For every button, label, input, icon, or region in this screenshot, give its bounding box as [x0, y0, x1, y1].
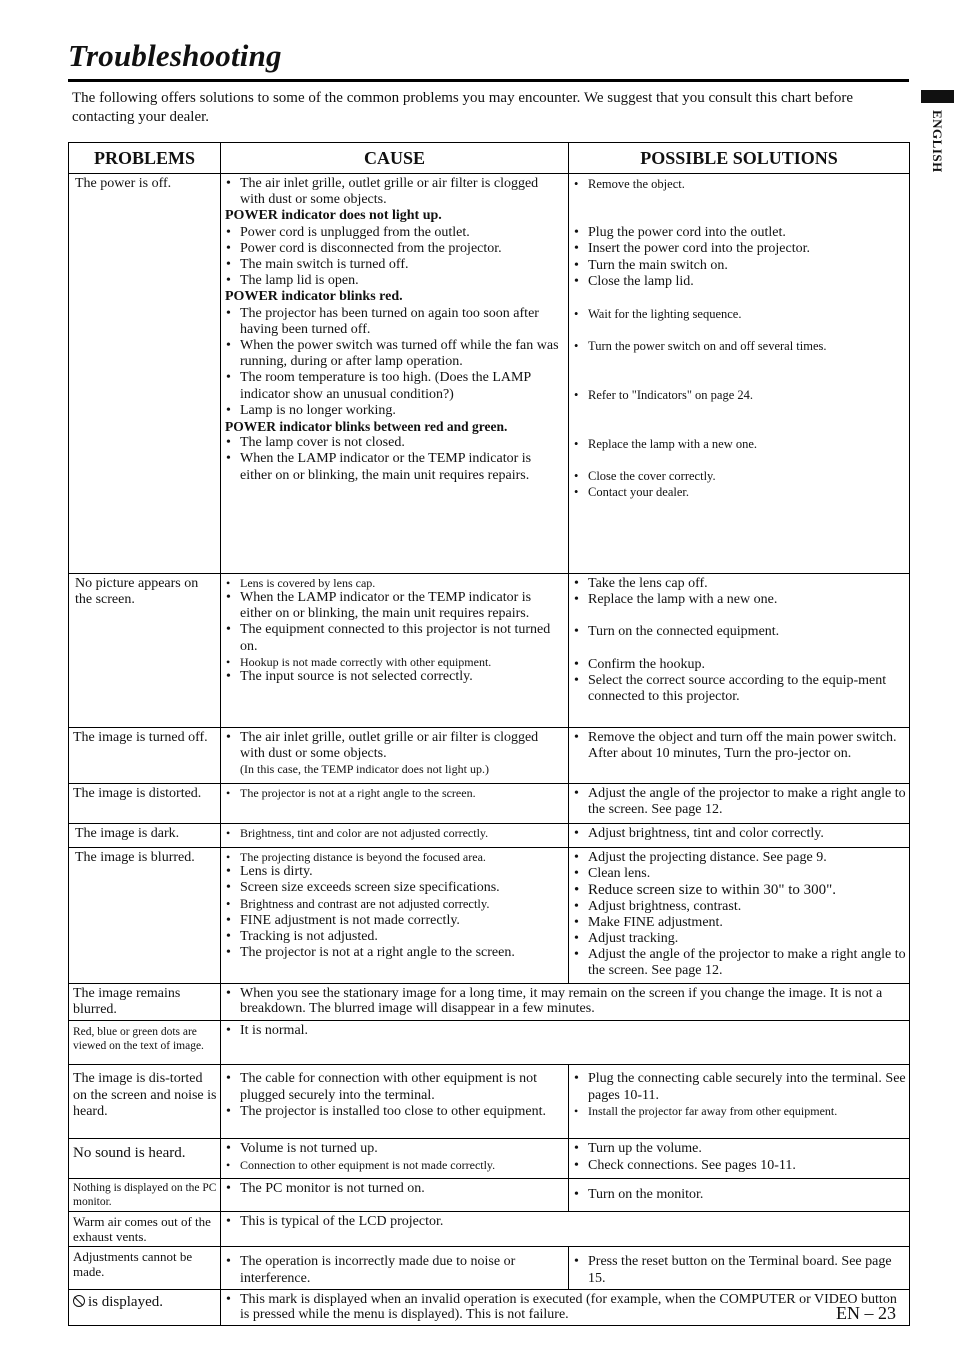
list-item: • FINE adjustment is not made correctly. [225, 913, 565, 929]
list-item: • The projector is not at a right angle to the screen. [225, 786, 565, 800]
list-item: • Take the lens cap off. [573, 576, 906, 592]
list-item: • The projector is not at a right angle to the screen. [225, 945, 565, 961]
list-item: • Lens is covered by lens cap. [225, 576, 565, 590]
list-item: • Replace the lamp with a new one. [573, 436, 906, 452]
list-item: • Adjust the projecting distance. See page 9. [573, 850, 906, 866]
problem-cell [69, 1065, 221, 1139]
list-item: • Press the reset button on the Terminal board. See page 15. [573, 1254, 906, 1286]
problem-cell [69, 1247, 221, 1289]
problem-text: Nothing is displayed on the PC monitor. [73, 1182, 217, 1209]
table-row [69, 1247, 910, 1289]
problem-cell [69, 174, 221, 574]
list-item: • Lamp is no longer working. [225, 403, 565, 419]
subheading: POWER indicator does not light up. [225, 208, 442, 224]
list-item: • Connection to other equipment is not made correctly. [225, 1158, 565, 1172]
list-item: • Adjust the angle of the projector to make a right angle to the screen. See page 12. [573, 947, 906, 979]
solution-cell [569, 824, 910, 848]
language-tab-bar [921, 90, 954, 103]
list-item: • The lamp cover is not closed. [225, 435, 565, 451]
subheading: POWER indicator blinks red. [225, 289, 403, 305]
list-item: • Adjust tracking. [573, 931, 906, 947]
note-cell [221, 1212, 910, 1247]
cause-cell [221, 1139, 569, 1179]
list-item: • Turn on the monitor. [573, 1187, 906, 1203]
list-item: • Hookup is not made correctly with other equipment. [225, 655, 565, 669]
cause-cell [221, 174, 569, 574]
list-item: • Adjust the angle of the projector to make a right angle to the screen. See page 12. [573, 786, 906, 818]
header-solutions: POSSIBLE SOLUTIONS [569, 143, 910, 174]
cause-cell [221, 1247, 569, 1289]
list-item: • The lamp lid is open. [225, 273, 565, 289]
list-item: • Close the cover correctly. [573, 468, 906, 484]
solution-cell [569, 1247, 910, 1289]
list-item: • The PC monitor is not turned on. [225, 1181, 565, 1197]
page-title: Troubleshooting [68, 38, 282, 73]
list-item: • Brightness and contrast are not adjusted correctly. [225, 896, 565, 912]
problem-cell [69, 1139, 221, 1179]
problem-text: Adjustments cannot be made. [73, 1249, 193, 1280]
list-item: • Confirm the hookup. [573, 657, 906, 673]
header-cause: CAUSE [221, 143, 569, 174]
list-item: • Lens is dirty. [225, 864, 565, 880]
problem-text: The image is dis-torted on the screen and noise is heard. [73, 1071, 217, 1119]
language-tab: ENGLISH [930, 110, 945, 173]
problem-text: The image is turned off. [73, 730, 208, 745]
list-item: • Tracking is not adjusted. [225, 929, 565, 945]
problem-cell [69, 984, 221, 1021]
list-item: • Power cord is unplugged from the outlet. [225, 225, 565, 241]
solution-cell [569, 1065, 910, 1139]
list-item: • Check connections. See pages 10-11. [573, 1158, 906, 1174]
prohibited-icon [73, 1295, 85, 1307]
list-item: • Contact your dealer. [573, 484, 906, 500]
table-row [69, 1212, 910, 1247]
list-item: • Brightness, tint and color are not adjusted correctly. [225, 826, 565, 840]
header-problems: PROBLEMS [69, 143, 221, 174]
list-item: • When the LAMP indicator or the TEMP indicator is either on or blinking, the main unit requires repairs. [225, 590, 565, 622]
title-rule [68, 79, 909, 82]
solution-cell [569, 574, 910, 728]
list-item: • Plug the power cord into the outlet. [573, 225, 906, 241]
problem-cell [69, 848, 221, 984]
cause-cell [221, 848, 569, 984]
list-item: • The equipment connected to this projector is not turned on. [225, 622, 565, 654]
problem-cell [69, 728, 221, 784]
list-item: • The main switch is turned off. [225, 257, 565, 273]
table-row [69, 1065, 910, 1139]
list-item: • Make FINE adjustment. [573, 915, 906, 931]
list-item: • Plug the connecting cable securely into the terminal. See pages 10-11. [573, 1071, 906, 1103]
list-item: • Adjust brightness, contrast. [573, 899, 906, 915]
list-item: • Replace the lamp with a new one. [573, 592, 906, 608]
table-row [69, 1021, 910, 1065]
list-item: • Power cord is disconnected from the projector. [225, 241, 565, 257]
cause-cell [221, 1065, 569, 1139]
solution-cell [569, 848, 910, 984]
table-row [69, 848, 910, 984]
solution-cell [569, 174, 910, 574]
list-item: • Turn on the connected equipment. [573, 624, 906, 640]
list-item: • Volume is not turned up. [225, 1141, 565, 1157]
table-row [69, 784, 910, 824]
list-item: • Screen size exceeds screen size specifications. [225, 880, 565, 896]
problem-text: The power is off. [75, 176, 172, 191]
table-row [69, 1289, 910, 1325]
table-row [69, 824, 910, 848]
problem-text: Warm air comes out of the exhaust vents. [73, 1214, 211, 1245]
problem-cell [69, 1289, 221, 1325]
problem-text: No picture appears on the screen. [75, 576, 199, 608]
solution-cell [569, 1139, 910, 1179]
list-item: • The projecting distance is beyond the focused area. [225, 850, 565, 864]
list-item: • Remove the object. [573, 176, 906, 192]
problem-text: The image is dark. [75, 826, 180, 841]
list-item: • The air inlet grille, outlet grille or air filter is clogged with dust or some objects. [225, 176, 565, 208]
list-item: • The cable for connection with other equipment is not plugged securely into the terminal. [225, 1071, 565, 1103]
cause-cell [221, 574, 569, 728]
note-cell [221, 1021, 910, 1065]
list-item: • The input source is not selected correctly. [225, 669, 565, 685]
list-item: • Turn the main switch on. [573, 258, 906, 274]
table-row [69, 728, 910, 784]
list-item: • When the power switch was turned off while the fan was running, during or after lamp operation. [225, 338, 565, 370]
cause-note: (In this case, the TEMP indicator does not light up.) [240, 762, 489, 777]
cause-cell [221, 824, 569, 848]
list-item: • Close the lamp lid. [573, 274, 906, 290]
list-item: • This is typical of the LCD projector. [225, 1214, 906, 1230]
list-item: • When the LAMP indicator or the TEMP indicator is either on or blinking, the main unit requires repairs. [225, 451, 565, 483]
table-row [69, 174, 910, 574]
table-row [69, 574, 910, 728]
table-row [69, 984, 910, 1021]
list-item: • Clean lens. [573, 866, 906, 882]
note-cell [221, 984, 910, 1021]
problem-cell [69, 1212, 221, 1247]
cause-cell [221, 728, 569, 784]
list-item: • Refer to "Indicators" on page 24. [573, 387, 906, 403]
page-number: EN – 23 [836, 1303, 896, 1323]
problem-cell [69, 1179, 221, 1212]
subheading: POWER indicator blinks between red and green. [225, 419, 508, 435]
list-item: • The operation is incorrectly made due to noise or interference. [225, 1254, 565, 1286]
list-item: • Reduce screen size to within 30" to 300". [573, 882, 906, 898]
problem-cell [69, 574, 221, 728]
solution-cell [569, 728, 910, 784]
note-cell [221, 1289, 910, 1325]
list-item: • Remove the object and turn off the main power switch. After about 10 minutes, Turn the pro-jector on. [573, 730, 906, 762]
intro-text: The following offers solutions to some of the common problems you may encounter. We suggest that you consult this chart before contacting your dealer. [72, 90, 854, 125]
solution-cell [569, 784, 910, 824]
list-item: • The projector is installed too close to other equipment. [225, 1104, 565, 1120]
problem-text: is displayed. [88, 1293, 163, 1310]
table-row [69, 1139, 910, 1179]
cause-cell [221, 1179, 569, 1212]
list-item: • When you see the stationary image for a long time, it may remain on the screen if you change the image. It is not a breakdown. The blurred image will disappear in a few minutes. [225, 986, 906, 1016]
list-item: • Select the correct source according to the equip-ment connected to this projector. [573, 673, 906, 705]
list-item: • Turn up the volume. [573, 1141, 906, 1157]
problem-text: The image is distorted. [73, 786, 202, 801]
list-item: • The projector has been turned on again too soon after having been turned off. [225, 306, 565, 338]
table-header-row [69, 143, 910, 174]
list-item: • Wait for the lighting sequence. [573, 306, 906, 322]
list-item: • Turn the power switch on and off several times. [573, 338, 906, 354]
table-row [69, 1179, 910, 1212]
list-item: • Install the projector far away from other equipment. [573, 1104, 906, 1118]
solution-cell [569, 1179, 910, 1212]
list-item: • Insert the power cord into the projector. [573, 241, 906, 257]
list-item: • It is normal. [225, 1023, 906, 1039]
problem-text: Red, blue or green dots are viewed on the text of image. [73, 1026, 204, 1053]
list-item: • This mark is displayed when an invalid operation is executed (for example, when the COMPUTER or VIDEO button is pressed while the menu is displayed). This is not failure. [225, 1292, 906, 1323]
problem-cell [69, 1021, 221, 1065]
problem-text: The image remains blurred. [73, 986, 181, 1018]
problem-cell [69, 784, 221, 824]
problem-cell [69, 824, 221, 848]
list-item [225, 730, 565, 779]
problem-text: No sound is heard. [73, 1145, 186, 1162]
list-item: • Adjust brightness, tint and color correctly. [573, 826, 906, 842]
list-item: • The room temperature is too high. (Does the LAMP indicator show an unusual condition?) [225, 370, 565, 402]
troubleshooting-table [68, 142, 910, 1326]
problem-text: The image is blurred. [75, 850, 195, 865]
cause-text: The air inlet grille, outlet grille or air filter is clogged with dust or some objects. [240, 730, 539, 762]
cause-cell [221, 784, 569, 824]
